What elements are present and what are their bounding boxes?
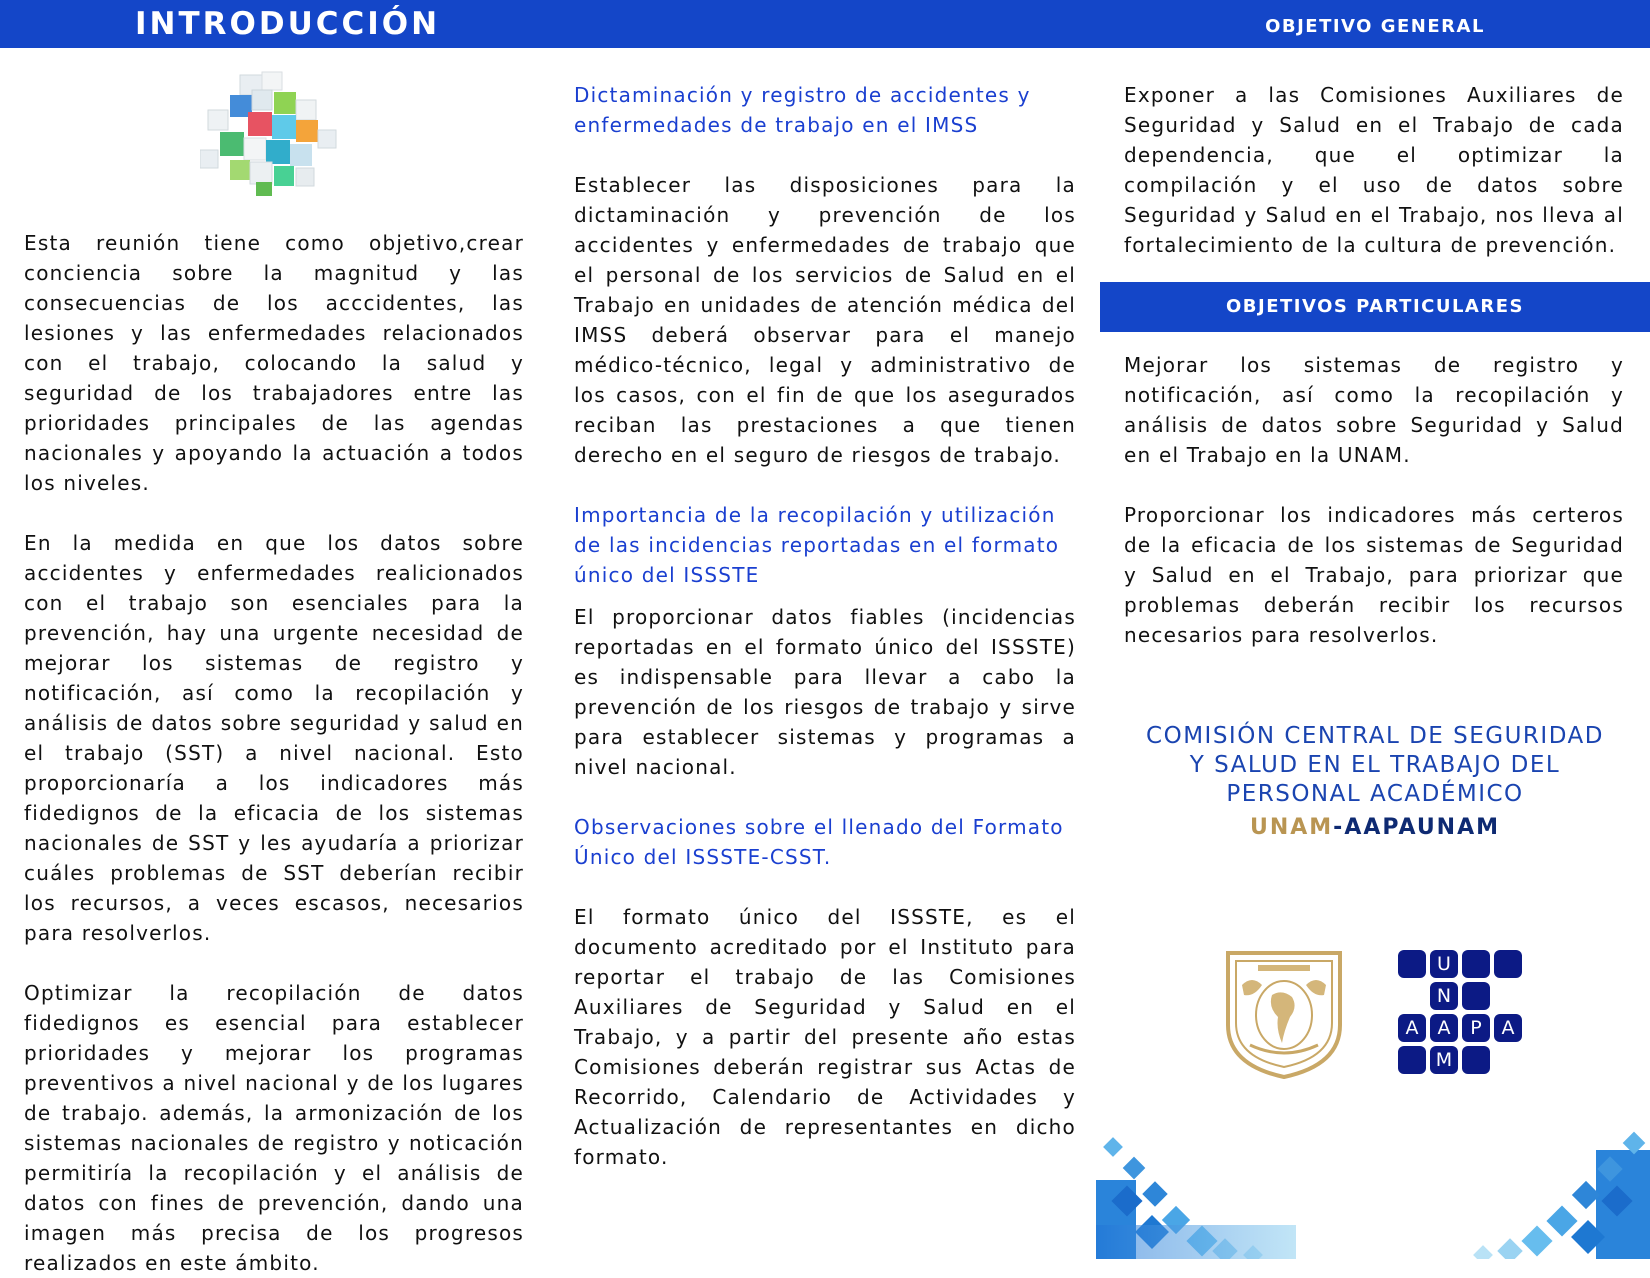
paragraph-observaciones: El formato único del ISSSTE, es el documento acreditado por el Instituto para reportar el trabajo de las Comisiones Auxiliares de Seguridad y Salud en el Trabajo, y a partir del presente año estas Comisiones deberán registrar sus Actas de Recorrido, Calendario de Actividades y Actualización de representantes en dicho formato. (574, 905, 1076, 1169)
objetivo-particular-2: Proporcionar los indicadores más certeros de la eficacia de los sistemas de Seguridad y Salud en el Trabajo, para priorizar que problemas deberán recibir los recursos necesarios para resolverlos. (1124, 503, 1624, 647)
brand-aapaunam: AAPAUNAM (1344, 815, 1501, 840)
data-cube-illustration (200, 70, 345, 200)
column-objetivos-particulares (1124, 350, 1624, 650)
commission-line-1: COMISIÓN CENTRAL DE SEGURIDAD (1146, 723, 1604, 749)
intro-paragraph-2: En la medida en que los datos sobre accidentes y enfermedades realicionados con el trabajo son esenciales para la prevención, hay una urgente necesidad de mejorar los sistemas de registro y notificación, así como la recopilación y análisis de datos sobre seguridad y salud en el trabajo (SST) a nivel nacional. Esto proporcionaría a los indicadores más fidedignos de la eficacia de los sistemas nacionales de SST y les ayudaría a priorizar cuáles problemas de SST deberían recibir los recursos, a veces escasos, necesarios para resolverlos. (24, 531, 524, 945)
aapaunam-logo (1398, 950, 1523, 1076)
objetivo-general-text: Exponer a las Comisiones Auxiliares de Seguridad y Salud en el Trabajo de cada dependencia, que el optimizar la compilación y el uso de datos sobre Seguridad y Salud en el Trabajo, nos lleva al fortalecimiento de la cultura de prevención. (1124, 83, 1624, 257)
aapaunam-letter-p: P (1462, 1014, 1490, 1042)
brand-line (1100, 815, 1650, 840)
heading-dictaminacion: Dictaminación y registro de accidentes y enfermedades de trabajo en el IMSS (574, 83, 1031, 137)
objetivo-general-title: OBJETIVO GENERAL (1265, 16, 1485, 37)
aapaunam-letter-a1: A (1398, 1014, 1426, 1042)
column-objetivos (1124, 80, 1624, 260)
column-center (574, 80, 1076, 1172)
intro-title: INTRODUCCIÓN (135, 6, 441, 42)
intro-paragraph-3: Optimizar la recopilación de datos fidedignos es esencial para establecer prioridades y mejorar los programas preventivos a nivel nacional y de los lugares de trabajo. además, la armonización de los sistemas nacionales de registro y noticación permitiría la recopilación y el análisis de datos con fines de prevención, dando una imagen más precisa de los progresos realizados en este ámbito. (24, 981, 524, 1275)
brand-unam: UNAM (1249, 815, 1334, 840)
objetivos-particulares-band (1100, 282, 1650, 332)
intro-paragraph-1: Esta reunión tiene como objetivo,crear conciencia sobre la magnitud y las consecuencias de los acccidentes, las lesiones y las enfermedades relacionados con el trabajo, colocando la salud y seguridad de los trabajadores entre las prioridades principales de las agendas nacionales y apoyando la actuación a todos los niveles. (24, 231, 524, 495)
blue-mosaic-decoration (1096, 1130, 1650, 1259)
aapaunam-letter-a3: A (1494, 1014, 1522, 1042)
column-introduccion (24, 228, 524, 1278)
commission-line-2: Y SALUD EN EL TRABAJO DEL (1189, 752, 1561, 778)
aapaunam-letter-m: M (1430, 1046, 1458, 1074)
heading-observaciones: Observaciones sobre el llenado del Formato Único del ISSSTE-CSST. (574, 815, 1064, 869)
aapaunam-letter-u: U (1430, 950, 1458, 978)
paragraph-importancia: El proporcionar datos fiables (incidencias reportadas en el formato único del ISSSTE) es indispensable para llevar a cabo la prevención de los riesgos de trabajo y sirve para establecer sistemas y programas a nivel nacional. (574, 605, 1076, 779)
commission-line-3: PERSONAL ACADÉMICO (1226, 781, 1524, 807)
commission-title (1100, 722, 1650, 809)
objetivos-particulares-title: OBJETIVOS PARTICULARES (1226, 296, 1524, 317)
brand-separator: - (1333, 815, 1345, 840)
header-bar-left (0, 0, 1100, 48)
header-bar-right (1100, 0, 1650, 48)
heading-importancia: Importancia de la recopilación y utilización de las incidencias reportadas en el formato único del ISSSTE (574, 503, 1060, 587)
objetivo-particular-1: Mejorar los sistemas de registro y notificación, así como la recopilación y análisis de datos sobre Seguridad y Salud en el Trabajo en la UNAM. (1124, 353, 1624, 467)
aapaunam-letter-n: N (1430, 982, 1458, 1010)
unam-seal-logo (1222, 945, 1346, 1080)
paragraph-dictaminacion: Establecer las disposiciones para la dictaminación y prevención de los accidentes y enfermedades de trabajo que el personal de los servicios de Salud en el Trabajo en unidades de atención médica del IMSS deberá observar para el manejo médico-técnico, legal y administrativo de los casos, con el fin de que los asegurados reciban las prestaciones a que tienen derecho en el seguro de riesgos de trabajo. (574, 173, 1076, 467)
aapaunam-letter-a2: A (1430, 1014, 1458, 1042)
